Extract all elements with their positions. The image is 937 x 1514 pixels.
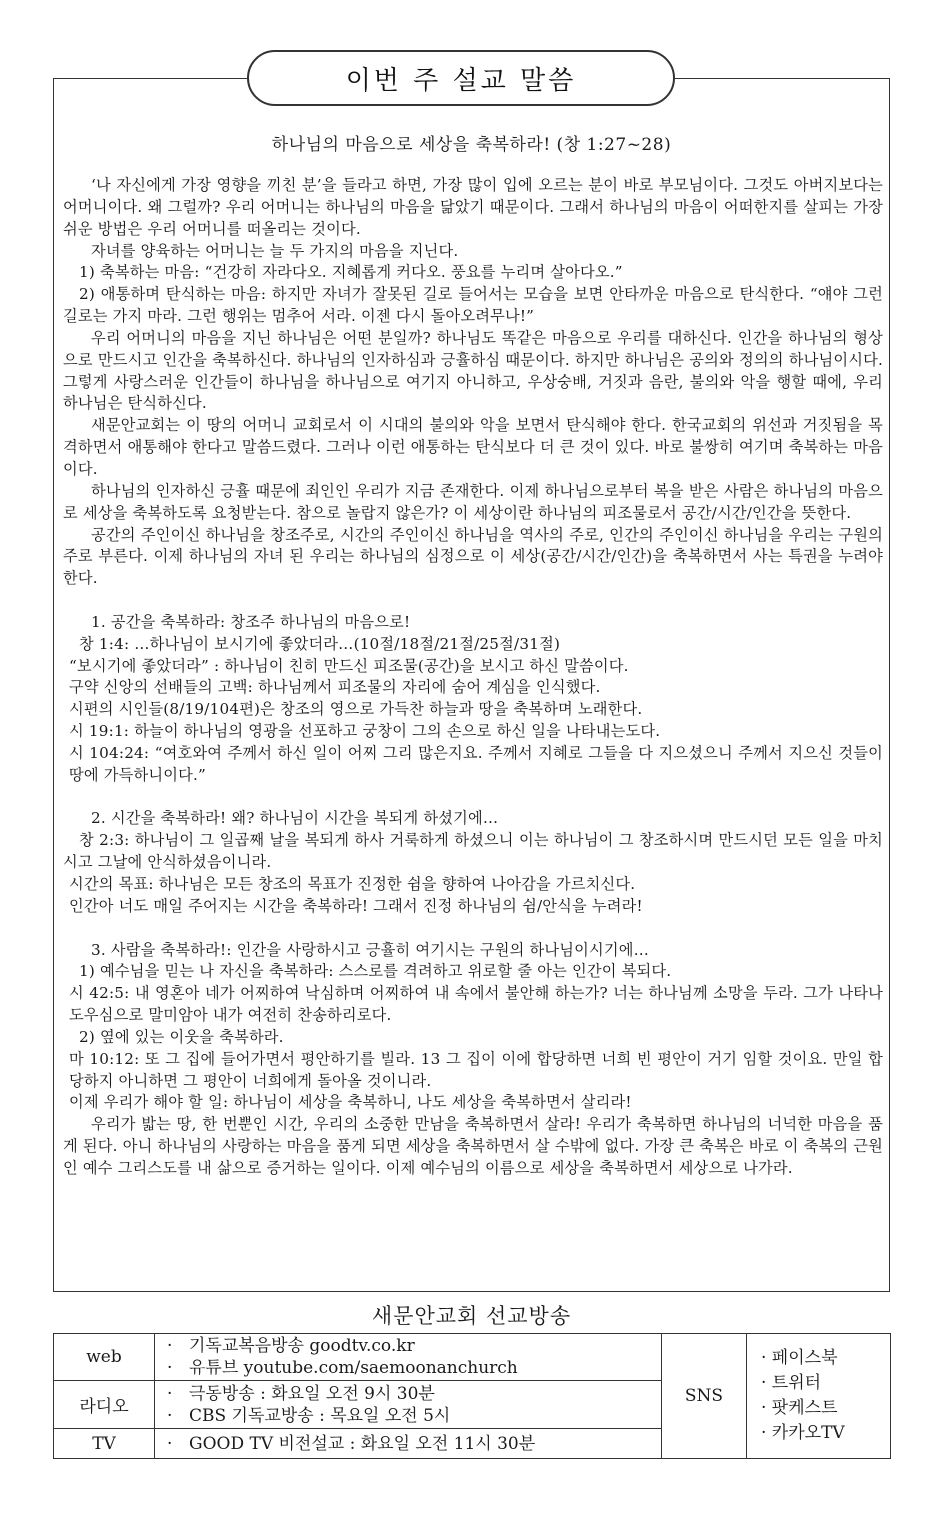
list-item: 기독교복음방송 goodtv.co.kr	[189, 1336, 415, 1356]
sns-item-podcast: · 팟케스트	[761, 1398, 838, 1418]
section-3-line: 마 10:12: 또 그 집에 들어가면서 평안하기를 빌라. 13 그 집이 이에 합당하면 너희 빈 평안이 거기 임할 것이요. 만일 합당하지 아니하면 그 평안이 너희에게 돌아올 것이니라.	[69, 1049, 883, 1090]
paragraph: 새문안교회는 이 땅의 어머니 교회로서 이 시대의 불의와 악을 보면서 탄식해야 한다. 한국교회의 위선과 거짓됨을 목격하면서 애통해야 한다고 말씀드렸다. 그러나 이런 애통하는 탄식보다 더 큰 것이 있다. 바로 불쌍히 여기며 축복하는 마음이다.	[63, 416, 883, 478]
row-label-web: web	[54, 1334, 155, 1381]
sns-item-facebook: · 페이스북	[761, 1348, 838, 1368]
sermon-body	[63, 175, 883, 1180]
paragraph: 하나님의 인자하신 긍휼 때문에 죄인인 우리가 지금 존재한다. 이제 하나님으로부터 복을 받은 사람은 하나님의 마음으로 세상을 축복하도록 요청받는다. 참으로 놀랍지 않은가? 이 세상이란 하나님의 피조물로서 공간/시간/인간을 뜻한다.	[63, 481, 883, 522]
web-items: · 기독교복음방송 goodtv.co.kr · 유튜브 youtube.com/saemoonanchurch	[155, 1334, 662, 1381]
sns-label: SNS	[662, 1334, 747, 1459]
radio-items: · 극동방송 : 화요일 오전 9시 30분 · CBS 기독교방송 : 목요일 오전 5시	[155, 1381, 662, 1429]
tv-items: · GOOD TV 비전설교 : 화요일 오전 11시 30분	[155, 1429, 662, 1459]
sns-item-twitter: · 트위터	[761, 1373, 822, 1393]
paragraph: 우리 어머니의 마음을 지닌 하나님은 어떤 분일까? 하나님도 똑같은 마음으로 우리를 대하신다. 인간을 하나님의 형상으로 만드시고 인간을 축복하신다. 하나님의 인자하심과 긍휼하심 때문이다. 하지만 하나님은 공의와 정의의 하나님이시다. 그렇게 사랑스러운 인간들이 하나님을 하나님으로 여기지 아니하고, 우상숭배, 거짓과 음란, 불의와 악을 행할 때에, 우리 하나님은 탄식하신다.	[63, 328, 883, 413]
table-row	[54, 1334, 891, 1381]
sns-items	[747, 1334, 891, 1459]
section-2-line: 인간아 너도 매일 주어지는 시간을 축복하라! 그래서 진정 하나님의 쉼/안식을 누려라!	[69, 896, 643, 915]
section-1-line: 시편의 시인들(8/19/104편)은 창조의 영으로 가득찬 하늘과 땅을 축복하며 노래한다.	[69, 700, 643, 719]
header-title: 이번 주 설교 말씀	[345, 65, 577, 96]
paragraph: 1) 축복하는 마음: “건강히 자라다오. 지혜롭게 커다오. 풍요를 누리며 살아다오.”	[79, 263, 623, 282]
section-3-line: 1) 예수님을 믿는 나 자신을 축복하라: 스스로를 격려하고 위로할 줄 아는 인간이 복되다.	[79, 962, 672, 981]
section-2-line: 창 2:3: 하나님이 그 일곱째 날을 복되게 하사 거룩하게 하셨으니 이는 하나님이 그 창조하시며 만드시던 모든 일을 마치시고 그날에 안식하셨음이니라.	[63, 831, 883, 872]
section-2-heading: 2. 시간을 축복하라! 왜? 하나님이 시간을 복되게 하셨기에…	[91, 809, 499, 828]
paragraph: 공간의 주인이신 하나님을 창조주로, 시간의 주인이신 하나님을 역사의 주로, 인간의 주인이신 하나님을 우리는 구원의 주로 부른다. 이제 하나님의 자녀 된 우리는 하나님의 심정으로 이 세상(공간/시간/인간)을 축복하면서 사는 특권을 누려야 한다.	[63, 525, 883, 588]
section-3-line: 시 42:5: 내 영혼아 네가 어찌하여 낙심하며 어찌하여 내 속에서 불안해 하는가? 너는 하나님께 소망을 두라. 그가 나타나 도우심으로 말미암아 내가 여전히 찬송하리로다.	[69, 984, 883, 1025]
section-3-line: 이제 우리가 해야 할 일: 하나님이 세상을 축복하니, 나도 세상을 축복하면서 살리라!	[69, 1093, 632, 1112]
paragraph: ‘나 자신에게 가장 영향을 끼친 분’을 들라고 하면, 가장 많이 입에 오르는 분이 바로 부모님이다. 그것도 아버지보다는 어머니이다. 왜 그럴까? 우리 어머니는 하나님의 마음을 닮았기 때문이다. 그래서 하나님의 마음이 어떠한지를 살피는 가장 쉬운 방법은 우리 어머니를 떠올리는 것이다.	[63, 176, 883, 238]
broadcast-table	[53, 1333, 891, 1459]
sns-item-kakaotv: · 카카오TV	[761, 1423, 845, 1443]
section-1-line: “보시기에 좋았더라” : 하나님이 친히 만드신 피조물(공간)을 보시고 하신 말씀이다.	[69, 656, 629, 675]
header-title-box	[247, 50, 675, 106]
section-1-line: 창 1:4: …하나님이 보시기에 좋았더라…(10절/18절/21절/25절/31절)	[79, 634, 561, 653]
section-1-heading: 1. 공간을 축복하라: 창조주 하나님의 마음으로!	[91, 612, 411, 631]
paragraph: 2) 애통하며 탄식하는 마음: 하지만 자녀가 잘못된 길로 들어서는 모습을 보면 안타까운 마음으로 탄식한다. “얘야 그런 길로는 가지 마라. 그런 행위는 멈추어 서라. 이젠 다시 돌아오려무나!”	[63, 285, 883, 326]
row-label-radio: 라디오	[54, 1381, 155, 1429]
section-3-line: 2) 옆에 있는 이웃을 축복하라.	[79, 1027, 284, 1046]
sermon-title: 하나님의 마음으로 세상을 축복하라! (창 1:27~28)	[271, 135, 672, 155]
section-1-line: 시 104:24: “여호와여 주께서 하신 일이 어찌 그리 많은지요. 주께서 지혜로 그들을 다 지으셨으니 주께서 지으신 것들이 땅에 가득하니이다.”	[69, 743, 883, 784]
list-item: CBS 기독교방송 : 목요일 오전 5시	[189, 1405, 451, 1426]
broadcast-title: 새문안교회 선교방송	[371, 1304, 572, 1328]
paragraph: 자녀를 양육하는 어머니는 늘 두 가지의 마음을 지닌다.	[91, 241, 459, 260]
list-item: 극동방송 : 화요일 오전 9시 30분	[189, 1383, 435, 1404]
row-label-tv: TV	[54, 1429, 155, 1459]
section-2-line: 시간의 목표: 하나님은 모든 창조의 목표가 진정한 쉼을 향하여 나아감을 가르치신다.	[69, 875, 636, 893]
section-1-line: 시 19:1: 하늘이 하나님의 영광을 선포하고 궁창이 그의 손으로 하신 일을 나타내는도다.	[69, 722, 661, 741]
section-3-heading: 3. 사람을 축복하라!: 인간을 사랑하시고 긍휼히 여기시는 구원의 하나님이시기에…	[91, 940, 649, 959]
section-3-line: 우리가 밟는 땅, 한 번뿐인 시간, 우리의 소중한 만남을 축복하면서 살라! 우리가 축복하면 하나님의 너넉한 마음을 품게 된다. 아니 하나님의 사랑하는 마음을 품게 되면 세상을 축복하면서 살 수밖에 없다. 가장 큰 축복은 바로 이 축복의 근원인 예수 그리스도를 내 삶으로 증거하는 일이다. 이제 예수님의 이름으로 세상을 축복하면서 세상으로 나가라.	[63, 1115, 883, 1177]
section-1-line: 구약 신앙의 선배들의 고백: 하나님께서 피조물의 자리에 숨어 계심을 인식했다.	[69, 678, 601, 697]
list-item: 유튜브 youtube.com/saemoonanchurch	[189, 1358, 518, 1378]
list-item: GOOD TV 비전설교 : 화요일 오전 11시 30분	[189, 1433, 536, 1454]
